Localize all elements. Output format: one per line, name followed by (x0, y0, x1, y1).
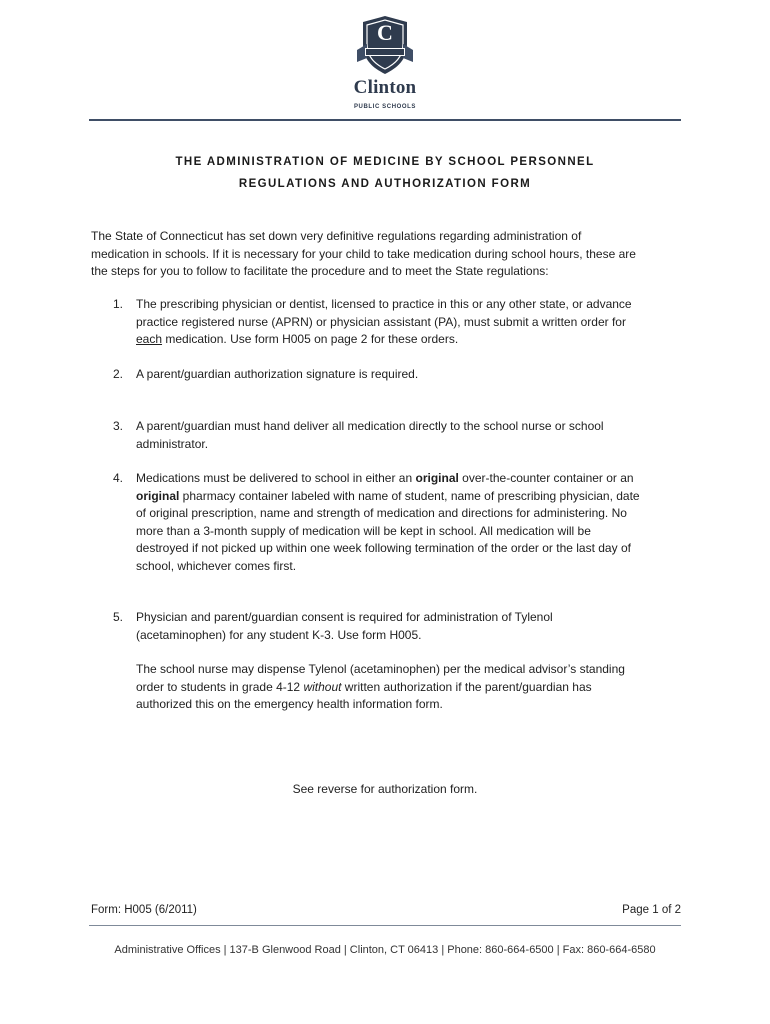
logo-letter: C (377, 20, 393, 45)
form-number: Form: H005 (6/2011) (91, 904, 197, 916)
intro-line: The State of Connecticut has set down very definitive regulations regarding administration of (91, 229, 582, 243)
emphasis-underline: each (136, 332, 163, 346)
list-number: 5. (113, 610, 124, 624)
list-item-line: destroyed if not picked up within one week following termination of the order or the last day of (136, 541, 631, 555)
list-item-text: written authorization if the parent/guardian has (341, 679, 592, 694)
list-item-line (136, 488, 681, 506)
list-item-1 (136, 296, 681, 349)
list-item-line: Physician and parent/guardian consent is required for administration of Tylenol (136, 610, 553, 624)
document-title-line-2: REGULATIONS AND AUTHORIZATION FORM (238, 178, 532, 190)
see-reverse-note: See reverse for authorization form. (292, 782, 478, 796)
list-item-line: The prescribing physician or dentist, licensed to practice in this or any other state, or advance (136, 297, 632, 311)
list-item-text: Medications must be delivered to school in either an (136, 471, 416, 485)
list-item-line: A parent/guardian authorization signature is required. (136, 367, 419, 381)
list-item-line (136, 679, 681, 697)
clinton-logo (335, 14, 435, 110)
list-item-5 (136, 609, 681, 644)
list-item-line: of original prescription, name and strength of medication and directions for administering. No (136, 506, 627, 520)
list-item-line: The school nurse may dispense Tylenol (acetaminophen) per the medical advisor’s standing (136, 662, 625, 676)
list-item-line: A parent/guardian must hand deliver all medication directly to the school nurse or school (136, 419, 604, 433)
list-number: 2. (113, 367, 124, 381)
page-number: Page 1 of 2 (622, 904, 681, 916)
intro-paragraph (91, 228, 681, 281)
list-item-3 (136, 418, 681, 453)
emphasis-bold: original (136, 488, 180, 503)
footer-address: Administrative Offices | 137-B Glenwood Road | Clinton, CT 06413 | Phone: 860-664-6500 | Fax: 860-664-6580 (114, 944, 656, 956)
list-item-line (136, 331, 681, 349)
list-item-line: practice registered nurse (APRN) or physician assistant (PA), must submit a written order for (136, 314, 626, 329)
logo-name: Clinton (353, 77, 417, 98)
header-divider (89, 119, 681, 121)
list-number: 4. (113, 471, 124, 485)
intro-line: medication in schools. If it is necessary for your child to take medication during school hours, these are (91, 246, 636, 261)
footer-divider (89, 925, 681, 926)
intro-line: the steps for you to follow to facilitate the procedure and to meet the State regulations: (91, 264, 549, 278)
list-item-5-note (136, 661, 681, 714)
list-item-text: pharmacy container labeled with name of student, name of prescribing physician, date (179, 488, 640, 503)
list-item-line: (acetaminophen) for any student K-3. Use form H005. (136, 627, 422, 642)
list-number: 1. (113, 297, 124, 311)
list-item-line: more than a 3-month supply of medication will be kept in school. All medication will be (136, 523, 591, 538)
list-item-line: administrator. (136, 436, 209, 451)
list-item-text: medication. Use form H005 on page 2 for these orders. (162, 332, 459, 346)
list-item-2 (136, 366, 681, 384)
list-item-4 (136, 470, 681, 575)
emphasis-bold: original (415, 471, 459, 485)
list-number: 3. (113, 419, 124, 433)
list-item-line: authorized this on the emergency health information form. (136, 697, 443, 711)
list-item-text: over-the-counter container or an (458, 471, 634, 485)
emphasis-italic: without (303, 679, 342, 694)
list-item-line (136, 470, 681, 488)
list-item-text: order to students in grade 4-12 (136, 679, 304, 694)
list-item-line: school, whichever comes first. (136, 558, 297, 573)
document-title-line-1: THE ADMINISTRATION OF MEDICINE BY SCHOOL PERSONNEL (175, 156, 595, 168)
logo-subtitle: PUBLIC SCHOOLS (353, 104, 417, 110)
